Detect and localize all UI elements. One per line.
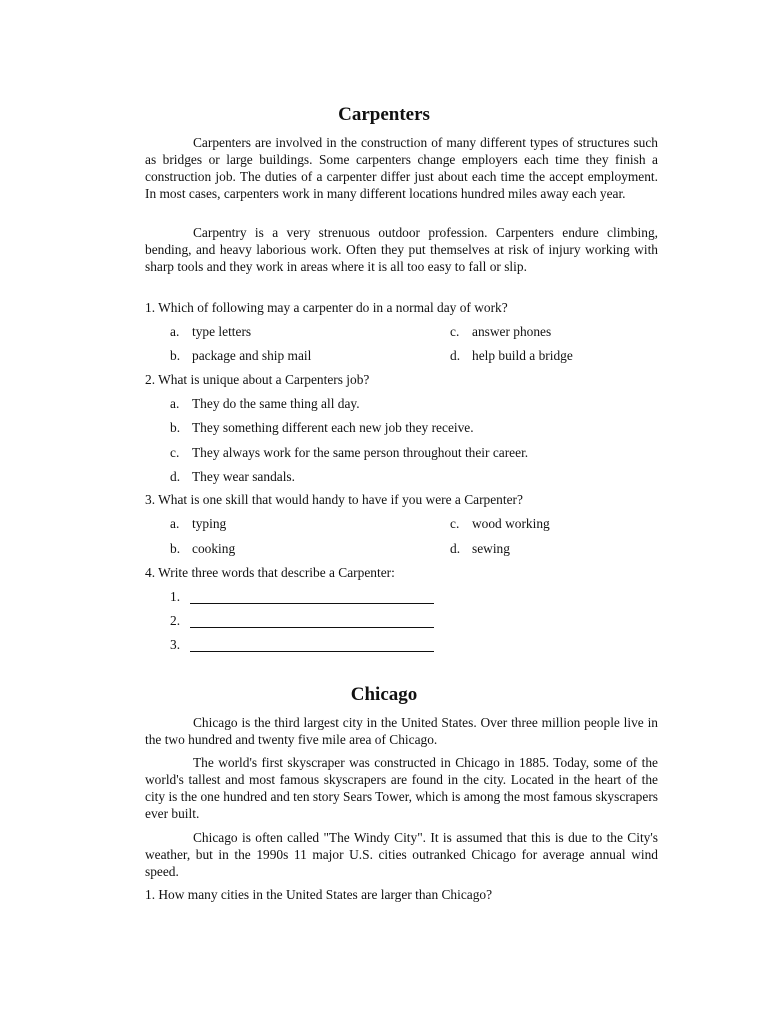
answer-blank-1[interactable] — [190, 603, 434, 604]
q3-option-a — [170, 515, 226, 532]
carpenters-paragraph-1: Carpenters are involved in the construction of many different types of structures such as bridges or large buildings. Some carpenters change employers each time they finish a construction job. The duties of a carpenter differ just about each time the accept employment. In most cases, carpenters work in many different locations hundred miles away each year. — [145, 135, 658, 201]
chicago-paragraph-2: The world's first skyscraper was constructed in Chicago in 1885. Today, some of the world's tallest and most famous skyscrapers are found in the city. Located in the heart of the city is the one hundred and ten story Sears Tower, which is among the most famous skyscrapers ever built. — [145, 755, 658, 821]
answer-number: 1. — [170, 589, 181, 604]
q2-option-d — [170, 468, 295, 485]
option-text: They something different each new job they receive. — [192, 420, 474, 435]
option-text: cooking — [192, 541, 236, 556]
option-letter: a. — [170, 324, 180, 339]
option-text: answer phones — [472, 324, 552, 339]
option-text: sewing — [472, 541, 510, 556]
option-letter: b. — [170, 420, 181, 435]
option-letter: c. — [170, 445, 180, 460]
answer-number: 3. — [170, 637, 181, 652]
option-letter: d. — [450, 541, 461, 556]
q1-option-c — [450, 323, 551, 340]
q3-option-b — [170, 540, 235, 557]
carpenters-question-2: 2. What is unique about a Carpenters job? — [145, 372, 370, 387]
answer-blank-3[interactable] — [190, 651, 434, 652]
q3-option-d — [450, 540, 510, 557]
q2-option-a — [170, 395, 360, 412]
carpenters-title: Carpenters — [338, 104, 430, 125]
q1-option-a — [170, 323, 251, 340]
option-text: They do the same thing all day. — [192, 396, 360, 411]
answer-blank-2[interactable] — [190, 627, 434, 628]
q1-option-d — [450, 347, 573, 364]
option-letter: a. — [170, 396, 180, 411]
chicago-paragraph-3: Chicago is often called "The Windy City". It is assumed that this is due to the City's weather, but in the 1990s 11 major U.S. cities outranked Chicago for average annual wind speed. — [145, 830, 658, 879]
option-text: type letters — [192, 324, 252, 339]
chicago-paragraph-1: Chicago is the third largest city in the United States. Over three million people live in the two hundred and twenty five mile area of Chicago. — [145, 715, 658, 747]
q1-option-b — [170, 347, 311, 364]
option-letter: c. — [450, 516, 460, 531]
carpenters-question-3: 3. What is one skill that would handy to have if you were a Carpenter? — [145, 492, 523, 507]
chicago-title: Chicago — [350, 684, 418, 705]
option-letter: b. — [170, 541, 181, 556]
carpenters-question-4: 4. Write three words that describe a Carpenter: — [145, 565, 395, 580]
option-letter: b. — [170, 348, 181, 363]
chicago-question-1: 1. How many cities in the United States are larger than Chicago? — [145, 887, 493, 902]
q2-option-c — [170, 444, 528, 461]
option-text: wood working — [472, 516, 550, 531]
option-letter: c. — [450, 324, 460, 339]
carpenters-question-1: 1. Which of following may a carpenter do in a normal day of work? — [145, 300, 508, 315]
carpenters-paragraph-2: Carpentry is a very strenuous outdoor profession. Carpenters endure climbing, bending, and heavy laborious work. Often they put themselves at risk of injury working with sharp tools and they work in areas where it is all too easy to fall or slip. — [145, 225, 658, 274]
answer-number: 2. — [170, 613, 181, 628]
option-letter: a. — [170, 516, 180, 531]
option-letter: d. — [450, 348, 461, 363]
option-letter: d. — [170, 469, 181, 484]
q3-option-c — [450, 515, 550, 532]
option-text: They always work for the same person throughout their career. — [192, 445, 529, 460]
option-text: They wear sandals. — [192, 469, 295, 484]
option-text: typing — [192, 516, 227, 531]
q2-option-b — [170, 419, 474, 436]
option-text: help build a bridge — [472, 348, 573, 363]
option-text: package and ship mail — [192, 348, 312, 363]
